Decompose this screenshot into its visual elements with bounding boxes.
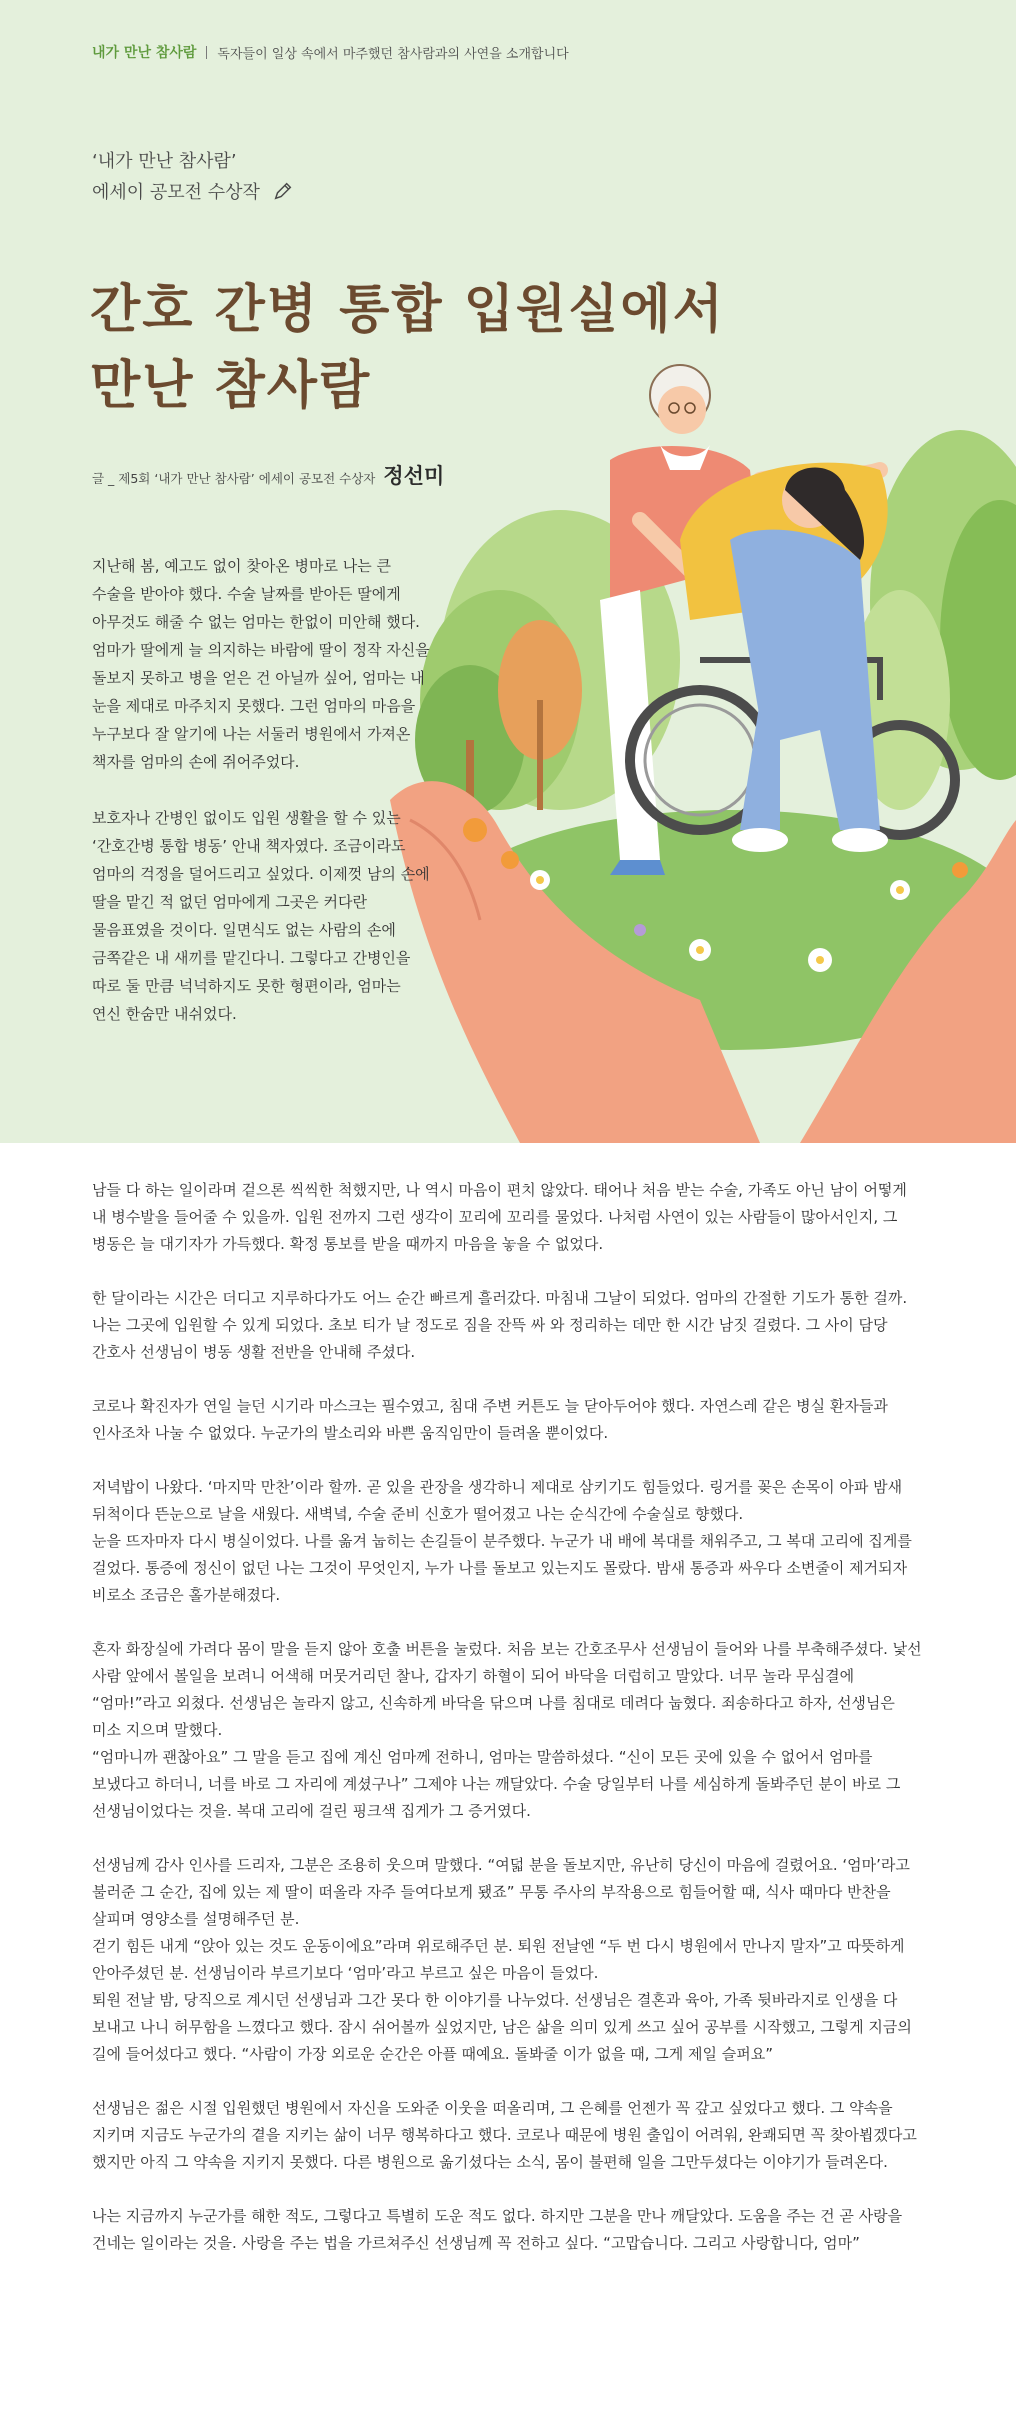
body-line: 눈을 뜨자마자 다시 병실이었다. 나를 옮겨 눕히는 손길들이 분주했다. 누군가 내 배에 복대를 채워주고, 그 복대 고리에 집게를 걸었다. 통증에 정신이 없던 나는 그것이 무엇인지, 누가 나를 돌보고 있는지도 몰랐다. 밤새 통증과 싸우다 소변줄이 제거되자 비로소 조금은 홀가분해졌다. xyxy=(92,1532,912,1604)
body-line: 선생님은 젊은 시절 입원했던 병원에서 자신을 도와준 이웃을 떠올리며, 그 은혜를 언젠가 꼭 갚고 싶었다고 했다. 그 약속을 지키며 지금도 누군가의 곁을 지키는 삶이 너무 행복하다고 했다. 코로나 때문에 병원 출입이 어려워, 완쾌되면 꼭 찾아뵙겠다고 했지만 아직 그 약속을 지키지 못했다. 다른 병원으로 옮기셨다는 소식, 몸이 불편해 일을 그만두셨다는 이야기가 들려온다. xyxy=(92,2099,917,2171)
body-line: 저녁밥이 나왔다. ‘마지막 만찬’이라 할까. 곧 있을 관장을 생각하니 제대로 삼키기도 힘들었다. 링거를 꽂은 손목이 아파 밤새 뒤척이다 뜬눈으로 날을 새웠다. 새벽녘, 수술 준비 신호가 떨어졌고 나는 순식간에 수술실로 향했다. xyxy=(92,1478,903,1523)
pencil-icon xyxy=(272,180,294,202)
body-paragraph xyxy=(92,1852,924,2068)
intro-text xyxy=(92,552,432,1056)
body-line: 나는 지금까지 누군가를 해한 적도, 그렇다고 특별히 도운 적도 없다. 하지만 그분을 만나 깨달았다. 도움을 주는 건 곧 사랑을 건네는 일이라는 것을. 사랑을 주는 법을 가르쳐주신 선생님께 꼭 전하고 싶다. “고맙습니다. 그리고 사랑합니다, 엄마” xyxy=(92,2207,903,2252)
body-line: “엄마니까 괜찮아요” 그 말을 듣고 집에 계신 엄마께 전하니, 엄마는 말씀하셨다. “신이 모든 곳에 있을 수 없어서 엄마를 보냈다고 하더니, 너를 바로 그 자리에 계셨구나” 그제야 나는 깨달았다. 수술 당일부터 나를 세심하게 돌봐주던 분이 바로 그 선생님이었다는 것을. 복대 고리에 걸린 핑크색 집게가 그 증거였다. xyxy=(92,1748,901,1820)
hero-section xyxy=(0,0,1016,1143)
contest-label xyxy=(92,146,294,208)
section-brand: 내가 만난 참사람 xyxy=(92,45,197,61)
body-line: 남들 다 하는 일이라며 겉으론 씩씩한 척했지만, 나 역시 마음이 편치 않았다. 태어나 처음 받는 수술, 가족도 아닌 남이 어떻게 내 병수발을 들어줄 수 있을까. 입원 전까지 그런 생각이 꼬리에 꼬리를 물었다. 나처럼 사연이 있는 사람들이 많아서인지, 그 병동은 늘 대기자가 가득했다. 확정 통보를 받을 때까지 마음을 놓을 수 없었다. xyxy=(92,1181,907,1253)
body-paragraph xyxy=(92,1474,924,1609)
body-paragraph xyxy=(92,1177,924,1258)
section-header xyxy=(92,42,569,62)
divider xyxy=(206,46,207,59)
body-line: 걷기 힘든 내게 “앉아 있는 것도 운동이에요”라며 위로해주던 분. 퇴원 전날엔 “두 번 다시 병원에서 만나지 말자”고 따뜻하게 안아주셨던 분. 선생님이라 부르기보다 ‘엄마’라고 부르고 싶은 마음이 들었다. xyxy=(92,1937,905,1982)
body-line: 퇴원 전날 밤, 당직으로 계시던 선생님과 그간 못다 한 이야기를 나누었다. 선생님은 결혼과 육아, 가족 뒷바라지로 인생을 다 보내고 나니 허무함을 느꼈다고 했다. 잠시 쉬어볼까 싶었지만, 남은 삶을 의미 있게 쓰고 싶어 공부를 시작했고, 그렇게 지금의 길에 들어섰다고 했다. “사람이 가장 외로운 순간은 아플 때예요. 돌봐줄 이가 없을 때, 그게 제일 슬퍼요” xyxy=(92,1991,912,2063)
body-line: 코로나 확진자가 연일 늘던 시기라 마스크는 필수였고, 침대 주변 커튼도 늘 닫아두어야 했다. 자연스레 같은 병실 환자들과 인사조차 나눌 수 없었다. 누군가의 발소리와 바쁜 움직임만이 들려올 뿐이었다. xyxy=(92,1397,888,1442)
article-title-line2: 만난 참사람 xyxy=(90,355,372,416)
author-name: 정선미 xyxy=(383,464,445,488)
body-line: 한 달이라는 시간은 더디고 지루하다가도 어느 순간 빠르게 흘러갔다. 마침내 그날이 되었다. 엄마의 간절한 기도가 통한 걸까. 나는 그곳에 입원할 수 있게 되었다. 초보 티가 날 정도로 짐을 잔뜩 싸 와 정리하는 데만 한 시간 남짓 걸렸다. 그 사이 담당 간호사 선생님이 병동 생활 전반을 안내해 주셨다. xyxy=(92,1289,908,1361)
contest-label-line1: ‘내가 만난 참사람’ xyxy=(92,151,237,172)
article-title-line1: 간호 간병 통합 입원실에서 xyxy=(90,279,725,340)
contest-label-line2: 에세이 공모전 수상작 xyxy=(92,182,260,203)
body-paragraph xyxy=(92,1636,924,1825)
body-line: 혼자 화장실에 가려다 몸이 말을 듣지 않아 호출 버튼을 눌렀다. 처음 보는 간호조무사 선생님이 들어와 나를 부축해주셨다. 낯선 사람 앞에서 볼일을 보려니 어색해 머뭇거리던 찰나, 갑자기 하혈이 되어 바닥을 더럽히고 말았다. 너무 놀라 무심결에 “엄마!”라고 외쳤다. 선생님은 놀라지 않고, 신속하게 바닥을 닦으며 나를 침대로 데려다 눕혔다. 죄송하다고 하자, 선생님은 미소 지으며 말했다. xyxy=(92,1640,922,1739)
intro-paragraph: 보호자나 간병인 없이도 입원 생활을 할 수 있는 ‘간호간병 통합 병동’ 안내 책자였다. 조금이라도 엄마의 걱정을 덜어드리고 싶었다. 이제껏 남의 손에 딸을 맡긴 적 없던 엄마에게 그곳은 커다란 물음표였을 것이다. 일면식도 없는 사람의 손에 금쪽같은 내 새끼를 맡긴다니. 그렇다고 간병인을 따로 둘 만큼 넉넉하지도 못한 형편이라, 엄마는 연신 한숨만 내쉬었다. xyxy=(92,809,430,1023)
body-paragraph xyxy=(92,2095,924,2176)
body-paragraph xyxy=(92,1393,924,1447)
byline-prefix: 글 _ 제5회 ‘내가 만난 참사람’ 에세이 공모전 수상자 xyxy=(92,471,376,486)
article-body xyxy=(0,1143,1016,2364)
byline xyxy=(92,460,444,490)
section-tagline: 독자들이 일상 속에서 마주했던 참사람과의 사연을 소개합니다 xyxy=(217,46,569,62)
intro-paragraph: 지난해 봄, 예고도 없이 찾아온 병마로 나는 큰 수술을 받아야 했다. 수술 날짜를 받아든 딸에게 아무것도 해줄 수 없는 엄마는 한없이 미안해 했다. 엄마가 딸에게 늘 의지하는 바람에 딸이 정작 자신을 돌보지 못하고 병을 얻은 건 아닐까 싶어, 엄마는 내 눈을 제대로 마주치지 못했다. 그런 엄마의 마음을 누구보다 잘 알기에 나는 서둘러 병원에서 가져온 책자를 엄마의 손에 쥐어주었다. xyxy=(92,557,430,771)
body-line: 선생님께 감사 인사를 드리자, 그분은 조용히 웃으며 말했다. “여덟 분을 돌보지만, 유난히 당신이 마음에 걸렸어요. ‘엄마’라고 불러준 그 순간, 집에 있는 제 딸이 떠올라 자주 들여다보게 됐죠” 무통 주사의 부작용으로 힘들어할 때, 식사 때마다 반찬을 살피며 영양소를 설명해주던 분. xyxy=(92,1856,910,1928)
article-title xyxy=(90,272,725,424)
body-paragraph xyxy=(92,1285,924,1366)
body-paragraph xyxy=(92,2203,924,2257)
